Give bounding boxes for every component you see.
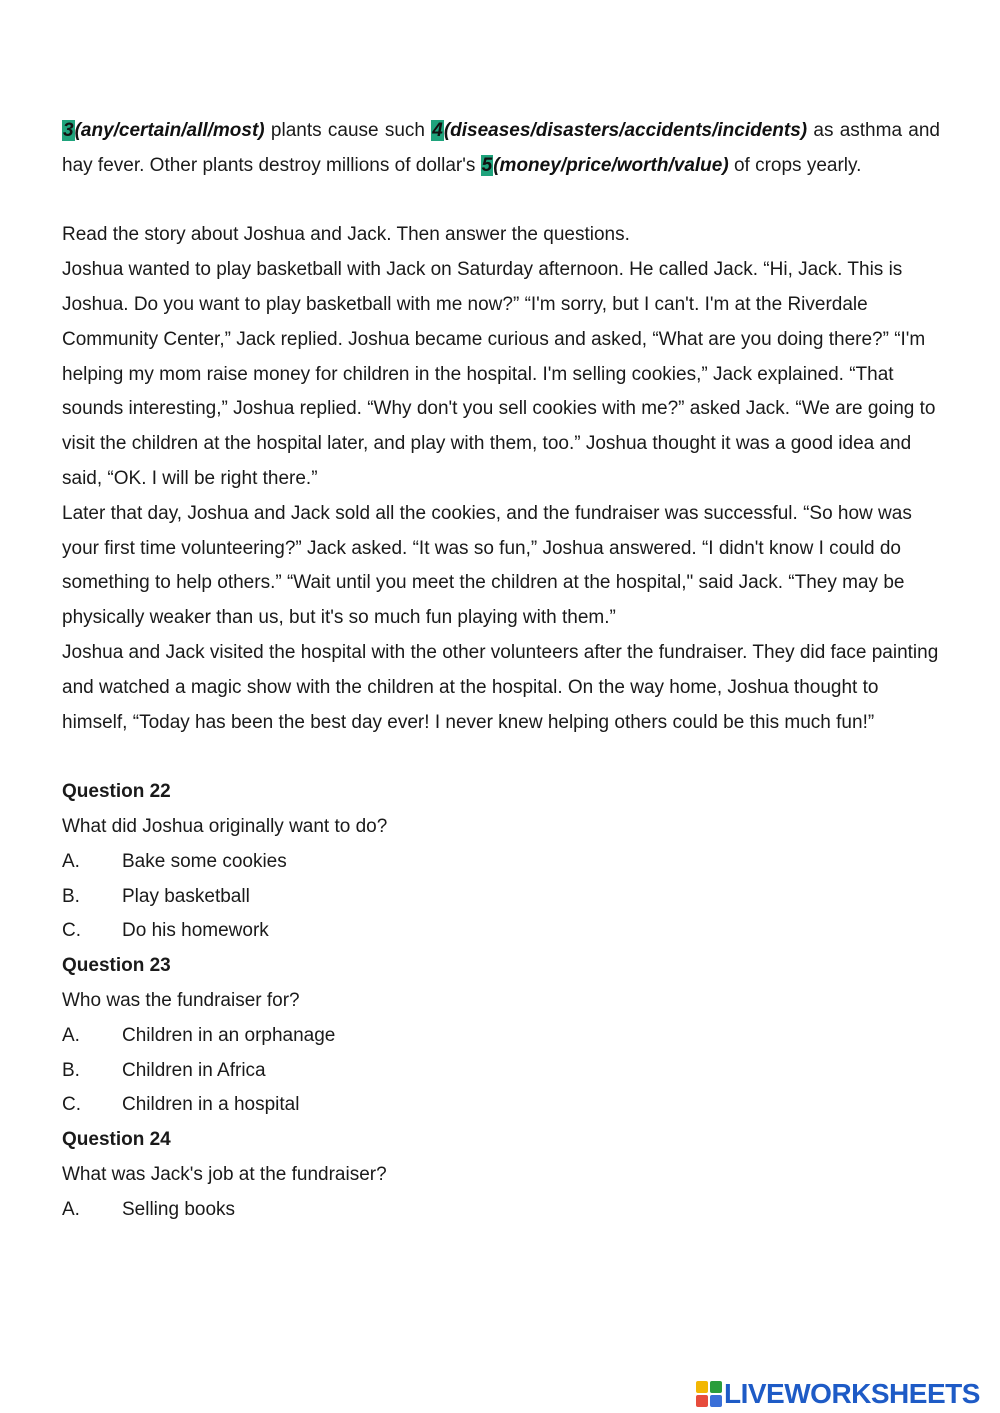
choice-letter: C. xyxy=(62,1094,81,1116)
question-prompt: What was Jack's job at the fundraiser? xyxy=(62,1163,387,1185)
question-title: Question 24 xyxy=(62,1129,171,1151)
blank-3-number[interactable]: 3 xyxy=(63,120,74,141)
blank-4-number[interactable]: 4 xyxy=(432,120,443,141)
choice-text: Do his homework xyxy=(122,920,269,942)
question-title: Question 22 xyxy=(62,781,171,803)
choice-letter: C. xyxy=(62,920,81,942)
answer-choice[interactable] xyxy=(62,1019,940,1054)
choice-letter: A. xyxy=(62,1198,80,1220)
story-instruction: Read the story about Joshua and Jack. Then answer the questions. xyxy=(62,224,630,246)
cloze-paragraph xyxy=(62,114,940,184)
blank-5-number[interactable]: 5 xyxy=(481,154,493,176)
cloze-text-b: as asthma and hay fever. Other plants destroy millions of dollar's xyxy=(62,120,940,176)
story-paragraph: Joshua and Jack visited the hospital with the other volunteers after the fundraiser. They did face painting and watched a magic show with the children at the hospital. On the way home, Joshua thought to himself, “Today has been the best day ever! I never knew helping others could be this much fun!” xyxy=(62,641,939,733)
choice-text: Children in Africa xyxy=(122,1059,266,1081)
choice-text: Play basketball xyxy=(122,885,250,907)
question-block xyxy=(62,775,940,949)
liveworksheets-logo xyxy=(696,1377,980,1411)
worksheet-page xyxy=(62,114,940,1228)
spacer xyxy=(62,184,940,219)
spacer xyxy=(62,740,940,775)
answer-choice[interactable] xyxy=(62,880,940,915)
cloze-text-c: of crops yearly. xyxy=(728,154,862,176)
blank-3-options: (any/certain/all/most) xyxy=(74,120,265,141)
blank-4-options: (diseases/disasters/accidents/incidents) xyxy=(443,120,808,141)
choice-text: Children in a hospital xyxy=(122,1094,300,1116)
story-paragraph: Later that day, Joshua and Jack sold all the cookies, and the fundraiser was successful. “So how was your first time volunteering?” Jack asked. “It was so fun,” Joshua answered. “I didn't know I could do something to help others.” “Wait until you meet the children at the hospital," said Jack. “They may be physically weaker than us, but it's so much fun playing with them.” xyxy=(62,502,912,629)
choice-letter: B. xyxy=(62,885,80,907)
choice-text: Selling books xyxy=(122,1198,236,1220)
answer-choice[interactable] xyxy=(62,845,940,880)
question-title: Question 23 xyxy=(62,955,171,977)
answer-choice[interactable] xyxy=(62,1088,940,1123)
question-prompt: Who was the fundraiser for? xyxy=(62,989,300,1011)
question-prompt: What did Joshua originally want to do? xyxy=(62,815,388,837)
choice-letter: A. xyxy=(62,850,80,872)
answer-choice[interactable] xyxy=(62,914,940,949)
question-block xyxy=(62,949,940,1123)
choice-text: Children in an orphanage xyxy=(122,1024,336,1046)
blank-5-options: (money/price/worth/value) xyxy=(493,154,729,176)
choice-letter: B. xyxy=(62,1059,80,1081)
answer-choice[interactable] xyxy=(62,1193,940,1228)
cloze-text-a: plants cause such xyxy=(264,120,432,141)
logo-wordmark: LIVEWORKSHEETS xyxy=(724,1378,980,1409)
question-block xyxy=(62,1123,940,1227)
story-paragraph: Joshua wanted to play basketball with Jack on Saturday afternoon. He called Jack. “Hi, Jack. This is Joshua. Do you want to play basketball with me now?” “I'm sorry, but I can't. I'm at the Riverdale Community Center,” Jack replied. Joshua became curious and asked, “What are you doing there?” “I'm helping my mom raise money for children in the hospital. I'm selling cookies,” Jack explained. “That sounds interesting,” Joshua replied. “Why don't you sell cookies with me?” asked Jack. “We are going to visit the children at the hospital later, and play with them, too.” Joshua thought it was a good idea and said, “OK. I will be right there.” xyxy=(62,259,936,489)
answer-choice[interactable] xyxy=(62,1054,940,1089)
choice-text: Bake some cookies xyxy=(122,850,287,872)
liveworksheets-logo-icon xyxy=(696,1381,722,1407)
choice-letter: A. xyxy=(62,1024,80,1046)
